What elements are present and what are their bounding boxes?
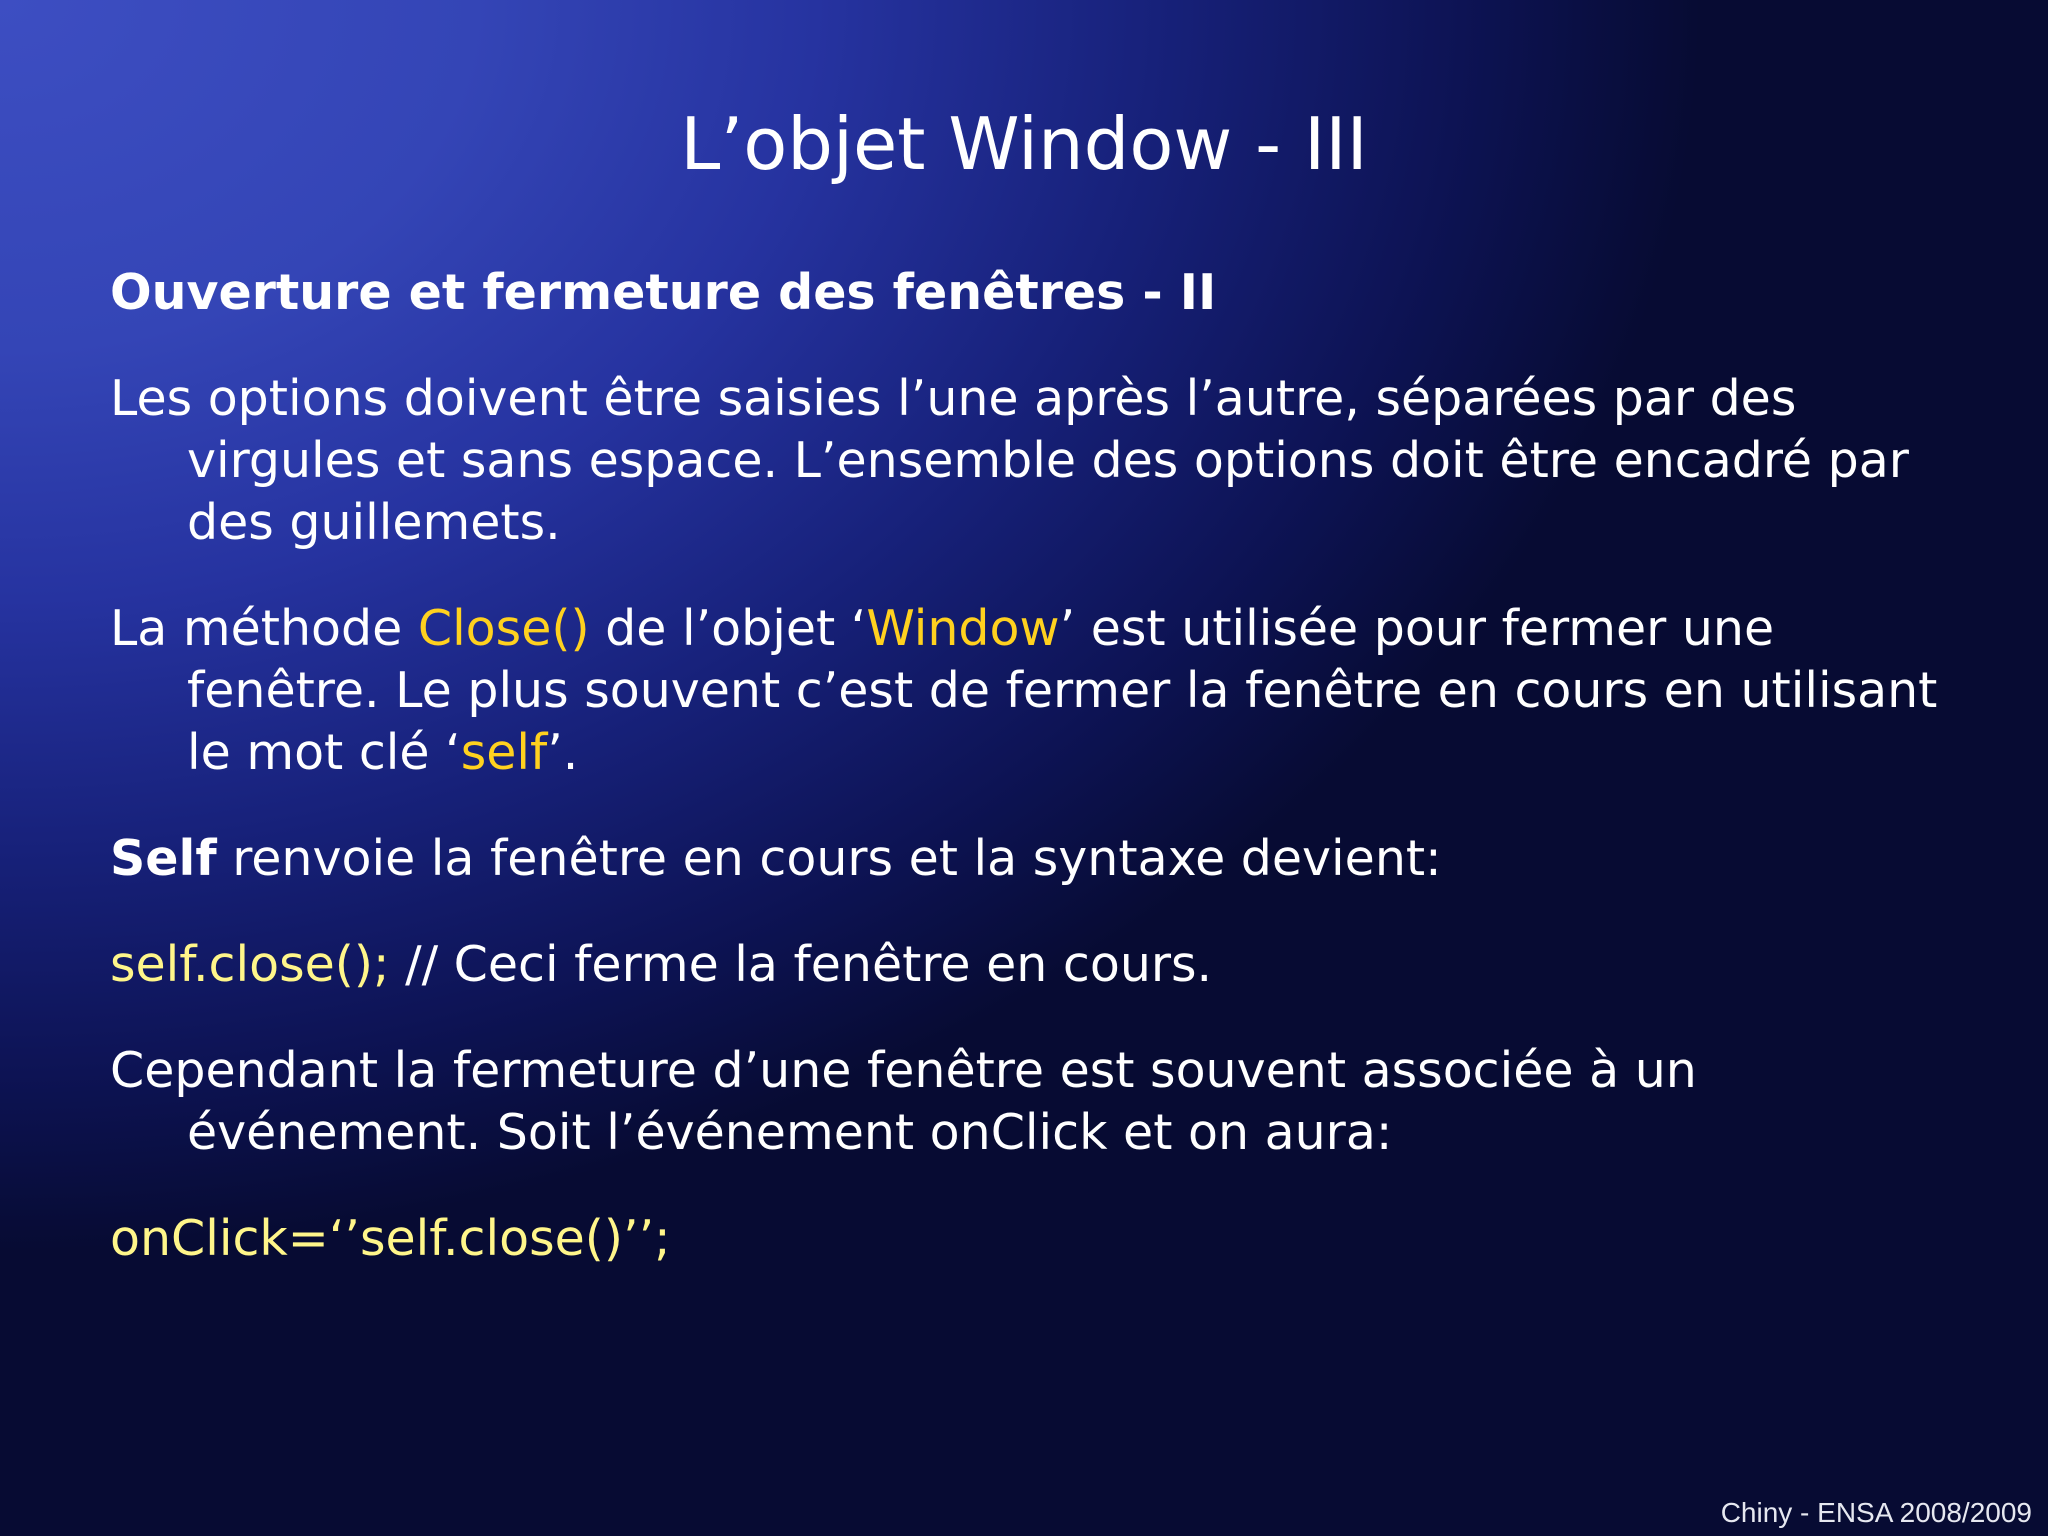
slide-footer: Chiny - ENSA 2008/2009 bbox=[1720, 1497, 2032, 1528]
code-self-close: self.close(); bbox=[110, 936, 390, 993]
slide-subtitle: Ouverture et fermeture des fenêtres - II bbox=[110, 264, 1217, 321]
text-segment: ’ est utilisée pour fermer une fenêtre. Le plus souvent c’est de fermer la fenêtre en cours en utilisant le mot clé ‘ bbox=[187, 600, 1938, 781]
slide-title: L’objet Window - III bbox=[680, 102, 1368, 186]
keyword-window: Window bbox=[866, 600, 1060, 657]
keyword-close-method: Close() bbox=[417, 600, 590, 657]
paragraph-options: Les options doivent être saisies l’une après l’autre, séparées par des virgules et sans espace. L’ensemble des options doit être encadré par des guillemets. bbox=[110, 370, 1909, 551]
paragraph-code-example bbox=[110, 934, 1950, 996]
paragraph-self bbox=[110, 828, 1950, 890]
text-segment: La méthode bbox=[110, 600, 418, 657]
text-segment: ’. bbox=[547, 724, 579, 781]
slide-content bbox=[110, 262, 1950, 1314]
code-comment: // Ceci ferme la fenêtre en cours. bbox=[389, 936, 1213, 993]
code-onclick: onClick=‘’self.close()’’; bbox=[110, 1210, 671, 1267]
self-bold: Self bbox=[110, 830, 217, 887]
text-segment: renvoie la fenêtre en cours et la syntaxe devient: bbox=[216, 830, 1442, 887]
keyword-self: self bbox=[460, 724, 548, 781]
text-segment: de l’objet ‘ bbox=[589, 600, 867, 657]
paragraph-close-method bbox=[110, 598, 1950, 784]
paragraph-onclick: Cependant la fermeture d’une fenêtre est souvent associée à un événement. Soit l’événement onClick et on aura: bbox=[110, 1042, 1697, 1161]
